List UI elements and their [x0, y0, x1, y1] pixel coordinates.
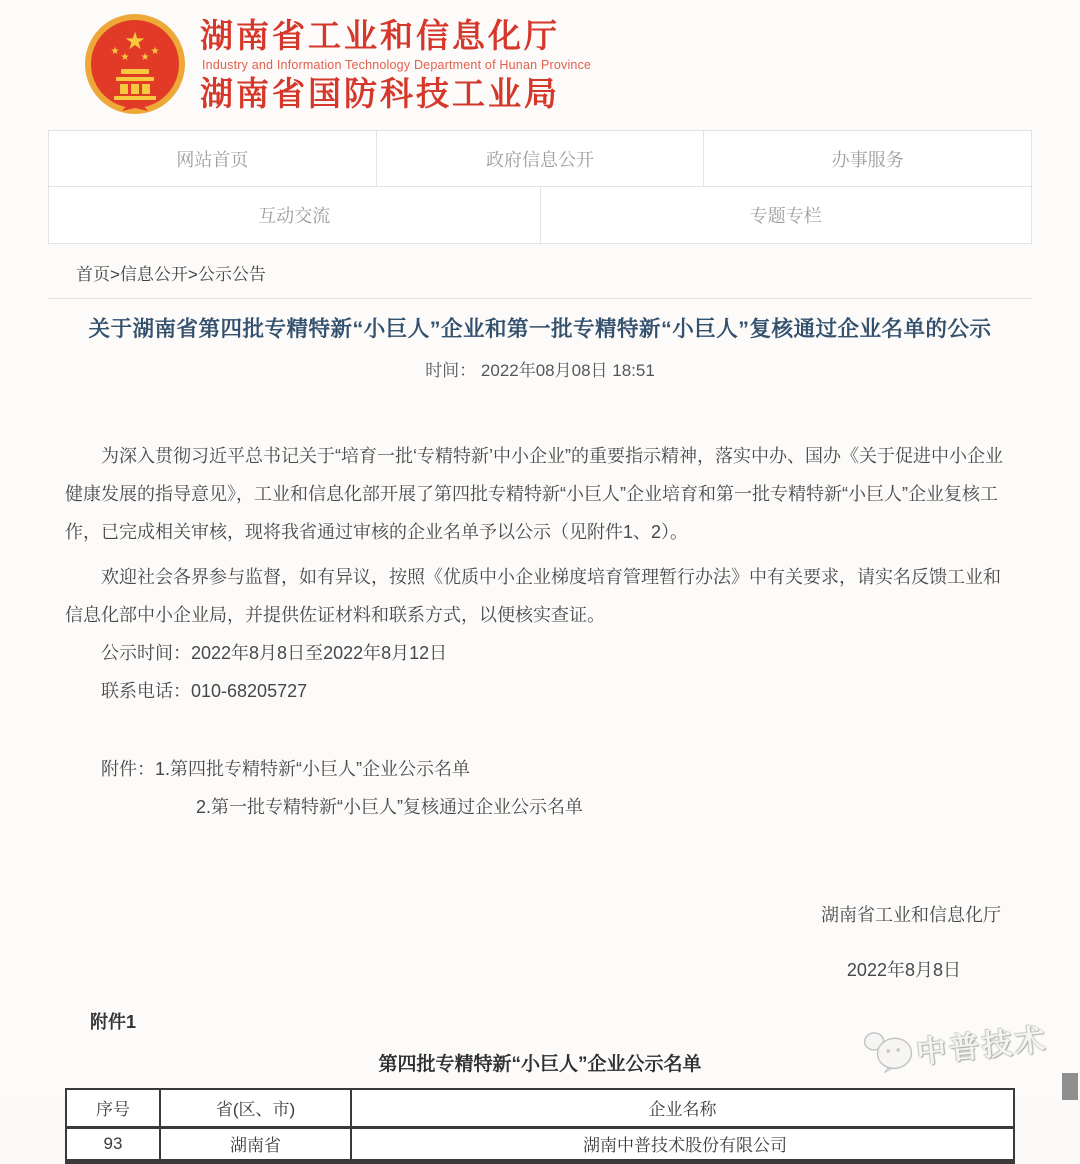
attachment-item-2: 2.第一批专精特新“小巨人”复核通过企业公示名单 [196, 797, 583, 817]
contact-phone: 联系电话：010-68205727 [101, 681, 308, 701]
table-title: 第四批专精特新“小巨人”企业公示名单 [378, 1054, 702, 1075]
col-header-index: 序号 [66, 1089, 160, 1127]
watermark-text: 中普技术 [914, 1022, 1050, 1070]
svg-text:★: ★ [150, 46, 160, 57]
nav-row-1 [49, 131, 1031, 187]
article [48, 312, 1032, 1164]
paragraph-1: 为深入贯彻习近平总书记关于“培育一批‘专精特新’中小企业”的重要指示精神，落实中办、国办《关于促进中小企业健康发展的指导意见》，工业和信息化部开展了第四批专精特新“小巨人”企业培育和第一批专精特新“小巨人”企业复核工作，已完成相关审核，现将我省通过审核的企业名单予以公示（见附件1、2）。 [65, 446, 1003, 542]
nav-item-gov-info[interactable]: 政府信息公开 [377, 131, 705, 186]
cell-index: 93 [66, 1127, 160, 1161]
svg-text:★: ★ [120, 52, 130, 63]
nav-item-interaction[interactable]: 互动交流 [49, 187, 541, 243]
org-name-line2: 湖南省国防科技工业局 [200, 75, 560, 113]
nav-item-special-topics[interactable]: 专题专栏 [749, 206, 822, 226]
page-title: 关于湖南省第四批专精特新“小巨人”企业和第一批专精特新“小巨人”复核通过企业名单的公示 [88, 317, 992, 341]
svg-text:★: ★ [124, 28, 146, 55]
national-emblem-icon [84, 12, 186, 123]
col-header-province: 省(区、市) [160, 1089, 351, 1127]
attachments-list [65, 750, 1015, 826]
table-header-row [66, 1089, 1014, 1127]
paragraph-2: 欢迎社会各界参与监督，如有异议，按照《优质中小企业梯度培育管理暂行办法》中有关要求，请实名反馈工业和信息化部中小企业局，并提供佐证材料和联系方式，以便核实查证。 [65, 567, 1001, 625]
nav-item-home[interactable]: 网站首页 [49, 131, 377, 186]
col-header-company: 企业名称 [351, 1089, 1014, 1127]
main-navigation [48, 130, 1032, 244]
signature-org: 湖南省工业和信息化厅 [821, 905, 1001, 925]
cell-province: 湖南省 [160, 1127, 351, 1161]
attachment1-label: 附件1 [90, 1012, 137, 1032]
org-name-english: Industry and Information Technology Department of Hunan Province [202, 58, 592, 73]
nav-row-2 [49, 187, 1031, 243]
breadcrumb[interactable]: 首页>信息公开>公示公告 [76, 265, 266, 284]
scrollbar-thumb[interactable] [1062, 1073, 1078, 1100]
signature-block [65, 896, 1015, 989]
article-body [65, 437, 1015, 989]
svg-text:★: ★ [110, 46, 120, 57]
publish-time: 时间： 2022年08月08日 18:51 [425, 361, 655, 380]
site-header [0, 0, 1080, 130]
nav-item-services[interactable]: 办事服务 [831, 149, 904, 170]
cell-company: 湖南中普技术股份有限公司 [351, 1127, 1014, 1161]
table-row [66, 1127, 1014, 1161]
enterprise-table [65, 1088, 1015, 1164]
svg-text:★: ★ [140, 52, 150, 63]
org-title-block [200, 12, 591, 115]
publicity-period: 公示时间：2022年8月8日至2022年8月12日 [101, 643, 448, 663]
breadcrumb-bar [48, 244, 1032, 299]
org-name-line1: 湖南省工业和信息化厅 [200, 17, 560, 54]
attachment-item-1: 附件：1.第四批专精特新“小巨人”企业公示名单 [101, 759, 470, 779]
signature-date: 2022年8月8日 [846, 960, 961, 980]
